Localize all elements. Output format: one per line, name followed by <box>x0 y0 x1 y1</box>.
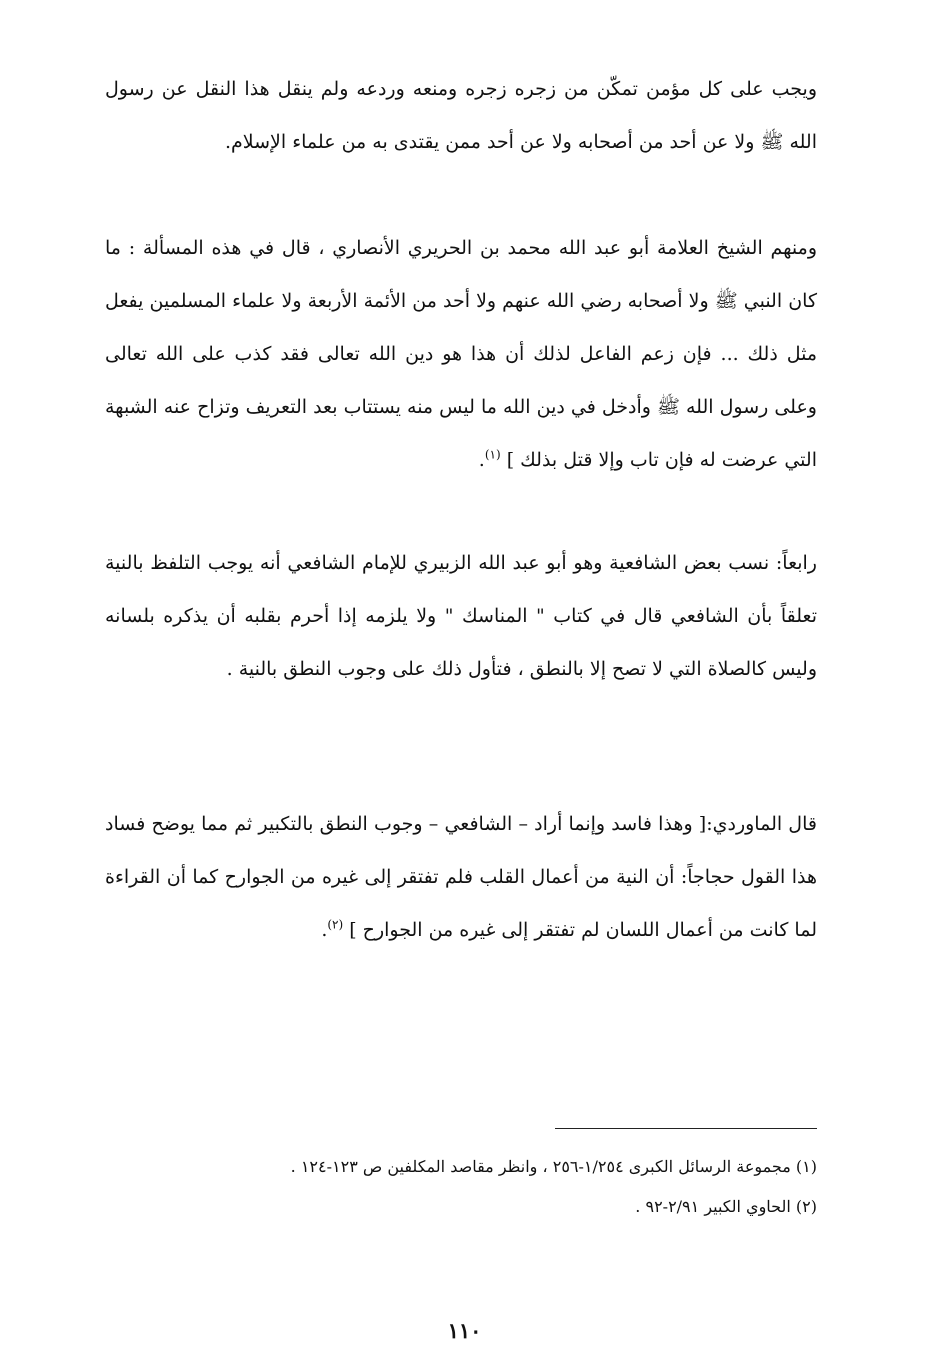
paragraph-3 <box>105 537 817 696</box>
footnote-1: (١) مجموعة الرسائل الكبرى ١/٢٥٤-٢٥٦ ، وانظر مقاصد المكلفين ص ١٢٣-١٢٤ . <box>290 1157 817 1176</box>
footnote-ref-2: (٢) <box>327 917 344 932</box>
paragraph-4 <box>105 798 817 957</box>
footnote-separator <box>555 1128 817 1129</box>
paragraph-3-text: رابعاً: نسب بعض الشافعية وهو أبو عبد الله الزبيري للإمام الشافعي أنه يوجب التلفظ بالنية تعلقاً بأن الشافعي قال في كتاب " المناسك " ولا يلزمه إذا أحرم بقلبه أن يذكره بلسانه وليس كالصلاة التي لا تصح إلا بالنطق ، فتأول ذلك على وجوب النطق بالنية . <box>105 552 817 680</box>
paragraph-2-container <box>105 222 817 487</box>
paragraph-2-end: . <box>478 449 485 471</box>
paragraph-4-container <box>105 798 817 957</box>
footnotes <box>105 1147 817 1227</box>
paragraph-2-text: ومنهم الشيخ العلامة أبو عبد الله محمد بن الحريري الأنصاري ، قال في هذه المسألة : ما كان النبي ﷺ ولا أصحابه رضي الله عنهم ولا أحد من الأئمة الأربعة ولا علماء المسلمين يفعل مثل ذلك ... فإن زعم الفاعل لذلك أن هذا هو دين الله تعالى فقد كذب على الله تعالى وعلى رسول الله ﷺ وأدخل في دين الله ما ليس منه يستتاب بعد التعريف وتزاح عنه الشبهة التي عرضت له فإن تاب وإلا قتل بذلك ] <box>105 237 817 471</box>
footnote-ref-1: (١) <box>484 447 501 462</box>
paragraph-4-end: . <box>321 919 328 941</box>
page-number: ١١٠ <box>447 1318 482 1343</box>
paragraph-1 <box>105 63 817 169</box>
paragraph-1-text: ويجب على كل مؤمن تمكّن من زجره زجره ومنعه وردعه ولم ينقل هذا النقل عن رسول الله ﷺ ولا عن أحد من أصحابه ولا عن أحد ممن يقتدى به من علماء الإسلام. <box>105 78 817 153</box>
paragraph-4-text: قال الماوردي:[ وهذا فاسد وإنما أراد – الشافعي – وجوب النطق بالتكبير ثم مما يوضح فساد هذا القول حجاجاً: أن النية من أعمال القلب فلم تفتقر إلى غيره من الجوارح كما أن القراءة لما كانت من أعمال اللسان لم تفتقر إلى غيره من الجوارح ] <box>105 813 817 941</box>
paragraph-2 <box>105 222 817 487</box>
footnote-2: (٢) الحاوي الكبير ٢/٩١-٩٢ . <box>635 1197 817 1216</box>
